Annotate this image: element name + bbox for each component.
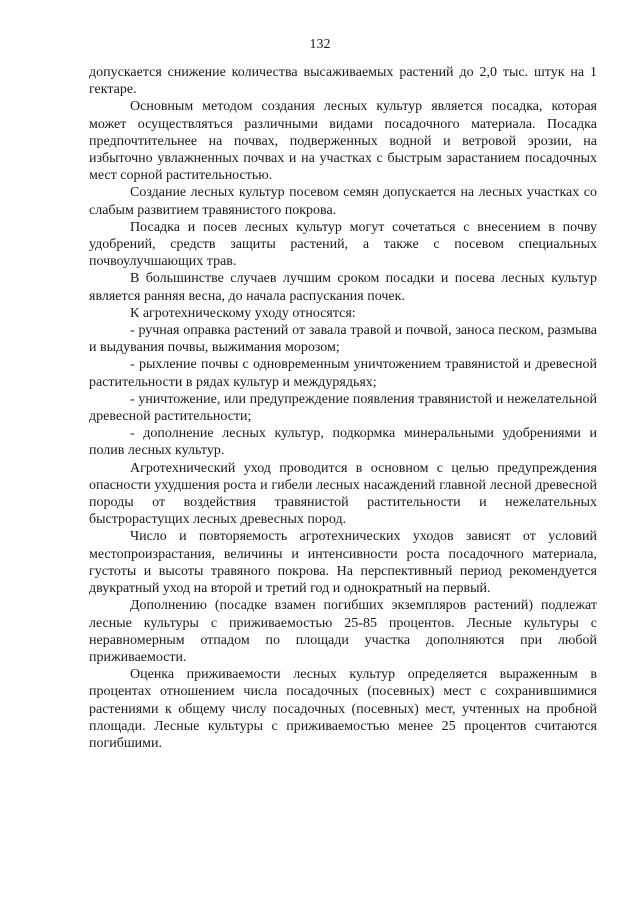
list-item: - уничтожение, или предупреждение появления травянистой и нежелательной древесной растительности; (89, 391, 597, 425)
paragraph: К агротехническому уходу относятся: (130, 305, 356, 321)
list-item: - ручная оправка растений от завала травой и почвой, заноса песком, размыва и выдувания почвы, выжимания морозом; (89, 323, 597, 356)
paragraph: Число и повторяемость агротехнических уходов зависят от условий местопроизрастания, величины и интенсивности роста посадочного материала, густоты и высоты травяного покрова. На перспективный период рекомендуется двукратный уход на второй и третий год и однократный на первый. (89, 529, 597, 597)
document-body (89, 64, 597, 752)
paragraph: Оценка приживаемости лесных культур определяется выраженным в процентах отношением числа посадочных (посевных) мест с сохранившимися растениями к общему числу посадочных (посевных) мест, учтенных на пробной площади. Лесные культуры с приживаемостью менее 25 процентов считаются погибшими. (89, 667, 597, 751)
paragraph: Посадка и посев лесных культур могут сочетаться с внесением в почву удобрений, средств защиты растений, а также с посевом специальных почвоулучшающих трав. (89, 219, 597, 270)
list-item: - рыхление почвы с одновременным уничтожением травянистой и древесной растительности в рядах культур и междурядьях; (89, 357, 597, 390)
paragraph: В большинстве случаев лучшим сроком посадки и посева лесных культур является ранняя весна, до начала распускания почек. (89, 271, 597, 304)
page-number: 132 (309, 37, 331, 52)
paragraph: Агротехнический уход проводится в основном с целью предупреждения опасности ухудшения роста и гибели лесных насаждений главной лесной древесной породы от воздействия травянистой растительности и нежелательных быстрорастущих лесных древесных пород. (89, 460, 597, 528)
list-item: - дополнение лесных культур, подкормка минеральными удобрениями и полив лесных культур. (89, 426, 597, 459)
paragraph: Дополнению (посадке взамен погибших экземпляров растений) подлежат лесные культуры с приживаемостью 25-85 процентов. Лесные культуры с неравномерным отпадом по площади участка дополняются при любой приживаемости. (89, 598, 597, 665)
paragraph: Создание лесных культур посевом семян допускается на лесных участках со слабым развитием травянистого покрова. (89, 185, 597, 218)
paragraph: Основным методом создания лесных культур является посадка, которая может осуществляться различными видами посадочного материала. Посадка предпочтительнее на почвах, подверженных водной и ветровой эрозии, на избыточно увлажненных почвах и на участках с быстрым зарастанием посадочных мест сорной растительностью. (89, 99, 597, 184)
paragraph: допускается снижение количества высаживаемых растений до 2,0 тыс. штук на 1 гектаре. (89, 65, 597, 98)
